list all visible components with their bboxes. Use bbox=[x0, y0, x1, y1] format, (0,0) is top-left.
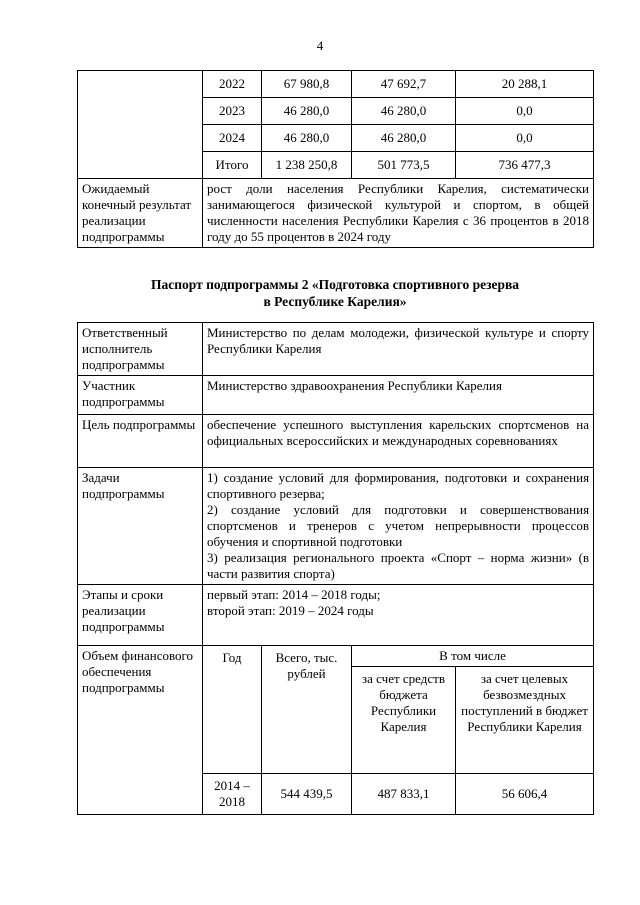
heading-line-1: Паспорт подпрограммы 2 «Подготовка спортивного резерва bbox=[150, 277, 520, 292]
table-row bbox=[78, 585, 594, 646]
finance-budget-cell: 487 833,1 bbox=[352, 774, 456, 815]
finance-targeted-cell: 56 606,4 bbox=[456, 774, 594, 815]
finance-budget-header: за счет средств бюджета Республики Карелия bbox=[352, 667, 456, 774]
subprogram-heading bbox=[77, 276, 593, 310]
finance-total-cell: 544 439,5 bbox=[262, 774, 352, 815]
table-row bbox=[78, 468, 594, 585]
participant-text: Министерство здравоохранения Республики Карелия bbox=[203, 376, 594, 415]
total-cell: 67 980,8 bbox=[262, 71, 352, 98]
participant-label: Участник подпрограммы bbox=[78, 376, 203, 415]
budget-cell: 501 773,5 bbox=[352, 152, 456, 179]
year-cell: Итого bbox=[203, 152, 262, 179]
total-cell: 46 280,0 bbox=[262, 125, 352, 152]
stage-item: первый этап: 2014 – 2018 годы; bbox=[207, 587, 381, 602]
finance-including-header: В том числе bbox=[352, 646, 594, 667]
finance-targeted-header: за счет целевых безвозмездных поступлений в бюджет Республики Карелия bbox=[456, 667, 594, 774]
task-item: 2) создание условий для подготовки и совершенствования спортсменов и тренеров с учетом непрерывности процессов обучения и спортивной подготовки bbox=[207, 502, 590, 549]
year-cell: 2024 bbox=[203, 125, 262, 152]
budget-cell: 46 280,0 bbox=[352, 98, 456, 125]
task-item: 3) реализация регионального проекта «Спорт – норма жизни» (в части развития спорта) bbox=[207, 550, 590, 581]
finance-total-header: Всего, тыс. рублей bbox=[262, 646, 352, 774]
targeted-cell: 736 477,3 bbox=[456, 152, 594, 179]
table-row bbox=[78, 323, 594, 376]
year-cell: 2023 bbox=[203, 98, 262, 125]
table-row bbox=[78, 71, 594, 98]
finance-year-cell: 2014 – 2018 bbox=[203, 774, 262, 815]
table-row bbox=[78, 646, 594, 667]
total-cell: 1 238 250,8 bbox=[262, 152, 352, 179]
subprogram-passport-table bbox=[77, 322, 594, 815]
stages-cell bbox=[203, 585, 594, 646]
budget-cell: 47 692,7 bbox=[352, 71, 456, 98]
task-item: 1) создание условий для формирования, подготовки и сохранения спортивного резерва; bbox=[207, 470, 590, 501]
goal-text: обеспечение успешного выступления карельских спортсменов на официальных всероссийских и международных соревнованиях bbox=[203, 415, 594, 468]
responsible-label: Ответственный исполнитель подпрограммы bbox=[78, 323, 203, 376]
empty-label-cell bbox=[78, 71, 203, 179]
stages-label: Этапы и сроки реализации подпрограммы bbox=[78, 585, 203, 646]
tasks-cell bbox=[203, 468, 594, 585]
budget-cell: 46 280,0 bbox=[352, 125, 456, 152]
expected-result-label: Ожидаемый конечный результат реализации подпрограммы bbox=[78, 179, 203, 248]
targeted-cell: 0,0 bbox=[456, 98, 594, 125]
stage-item: второй этап: 2019 – 2024 годы bbox=[207, 603, 374, 618]
table-row bbox=[78, 179, 594, 248]
year-cell: 2022 bbox=[203, 71, 262, 98]
targeted-cell: 20 288,1 bbox=[456, 71, 594, 98]
goal-label: Цель подпрограммы bbox=[78, 415, 203, 468]
page-number: 4 bbox=[316, 38, 324, 53]
funding-continuation-table bbox=[77, 70, 594, 248]
finance-label: Объем финансового обеспечения подпрограммы bbox=[78, 646, 203, 815]
targeted-cell: 0,0 bbox=[456, 125, 594, 152]
responsible-text: Министерство по делам молодежи, физической культуре и спорту Республики Карелия bbox=[203, 323, 594, 376]
table-row bbox=[78, 415, 594, 468]
total-cell: 46 280,0 bbox=[262, 98, 352, 125]
table-row bbox=[78, 376, 594, 415]
tasks-label: Задачи подпрограммы bbox=[78, 468, 203, 585]
finance-year-header: Год bbox=[203, 646, 262, 774]
expected-result-text: рост доли населения Республики Карелия, систематически занимающегося физической культурой и спортом, в общей численности населения Республики Карелия с 36 процентов в 2018 году до 55 процентов в 2024 году bbox=[203, 179, 594, 248]
heading-line-2: в Республике Карелия» bbox=[263, 294, 407, 309]
